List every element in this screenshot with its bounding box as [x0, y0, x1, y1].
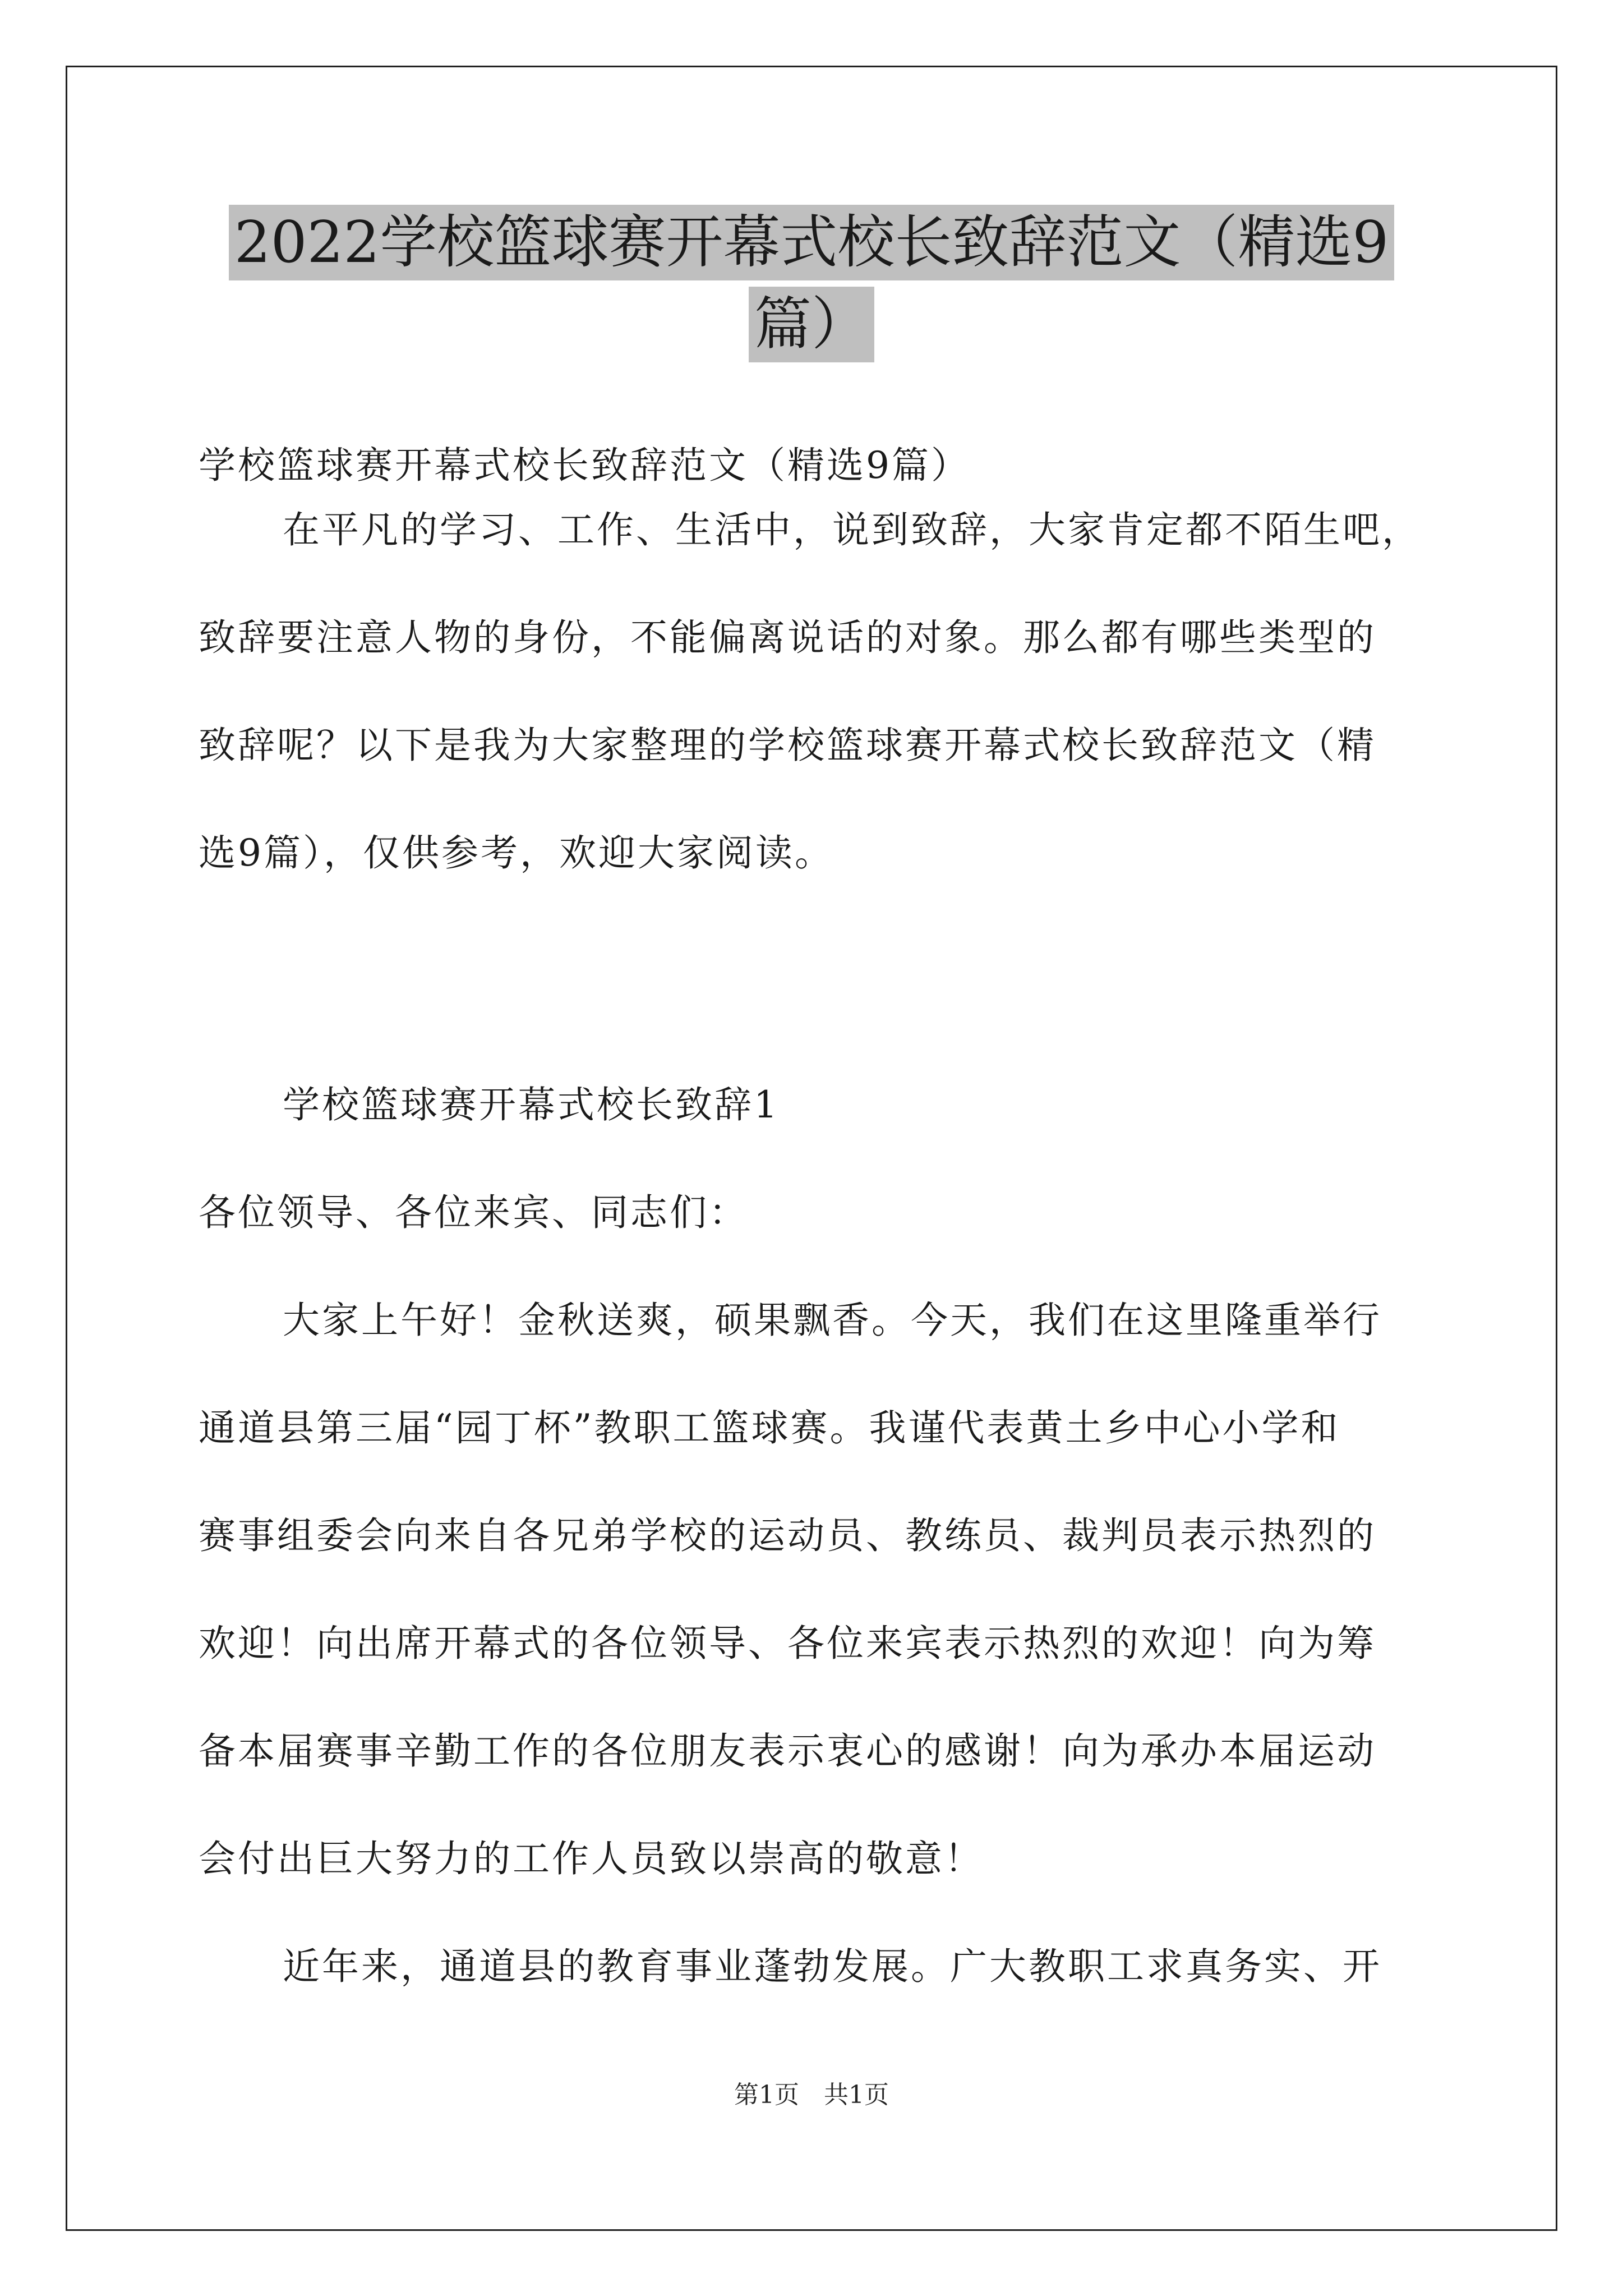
body-line: 欢迎！向出席开幕式的各位领导、各位来宾表示热烈的欢迎！向为筹 — [199, 1622, 1376, 1665]
body-line: 大家上午好！金秋送爽，硕果飘香。今天，我们在这里隆重举行 — [283, 1299, 1382, 1342]
body-line: 通道县第三届“园丁杯”教职工篮球赛。我谨代表黄土乡中心小学和 — [199, 1406, 1340, 1450]
body-line: 近年来，通道县的教育事业蓬勃发展。广大教职工求真务实、开 — [283, 1945, 1382, 1988]
document-title-line-2 — [0, 287, 1623, 362]
title-highlight-1: 2022学校篮球赛开幕式校长致辞范文（精选9 — [229, 205, 1394, 280]
title-highlight-2: 篇） — [749, 287, 874, 362]
intro-line: 致辞要注意人物的身份，不能偏离说话的对象。那么都有哪些类型的 — [199, 616, 1376, 659]
intro-line: 在平凡的学习、工作、生活中，说到致辞，大家肯定都不陌生吧， — [283, 508, 1421, 551]
section-heading: 学校篮球赛开幕式校长致辞1 — [283, 1083, 780, 1126]
intro-line: 选9篇），仅供参考，欢迎大家阅读。 — [199, 831, 834, 875]
page-footer: 第1页 共1页 — [734, 2081, 889, 2109]
page-border — [66, 66, 1557, 2231]
body-line: 赛事组委会向来自各兄弟学校的运动员、教练员、裁判员表示热烈的 — [199, 1514, 1376, 1557]
document-title-line-1 — [0, 205, 1623, 280]
body-line: 会付出巨大努力的工作人员致以崇高的敬意！ — [199, 1837, 984, 1880]
subtitle: 学校篮球赛开幕式校长致辞范文（精选9篇） — [199, 444, 970, 487]
intro-line: 致辞呢？以下是我为大家整理的学校篮球赛开幕式校长致辞范文（精 — [199, 724, 1376, 767]
body-line: 备本届赛事辛勤工作的各位朋友表示衷心的感谢！向为承办本届运动 — [199, 1729, 1376, 1773]
salutation: 各位领导、各位来宾、同志们： — [199, 1191, 748, 1234]
